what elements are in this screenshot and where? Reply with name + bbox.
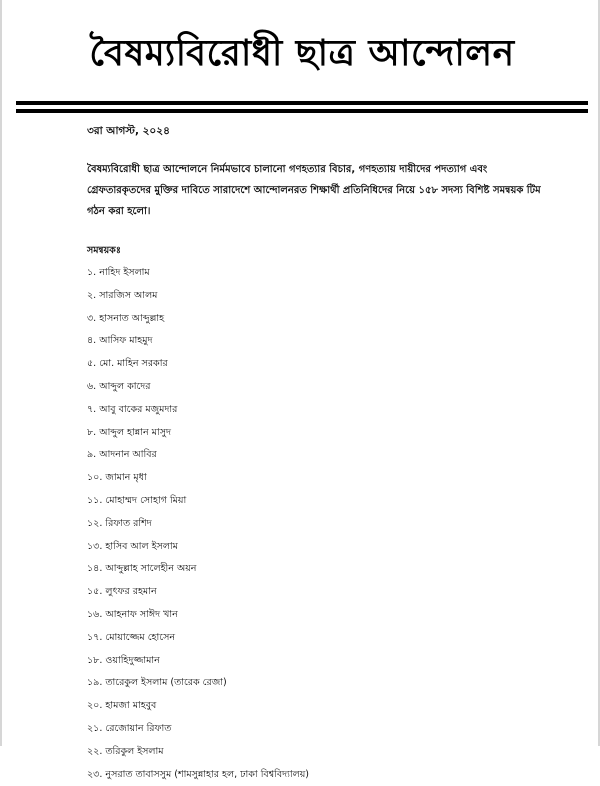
list-item: ২১. রেজোয়ান রিফাত xyxy=(87,722,172,734)
list-item: ১৭. মোয়াজ্জেম হোসেন xyxy=(87,631,176,643)
title-divider-bottom xyxy=(16,109,588,113)
list-item: ২২. তরিকুল ইসলাম xyxy=(87,745,164,757)
list-item: ২. সারজিস আলম xyxy=(87,289,158,301)
list-item: ১৬. আহনাফ সাঈদ খান xyxy=(87,608,178,620)
list-item: ৪. আসিফ মাহমুদ xyxy=(87,335,153,347)
list-item: ১৮. ওয়াহিদুজ্জামান xyxy=(87,654,160,666)
list-item: ১. নাহিদ ইসলাম xyxy=(87,267,150,278)
intro-paragraph: বৈষম্যবিরোধী ছাত্র আন্দোলনে নির্মমভাবে চালানো গণহত্যার বিচার, গণহত্যায় দায়ীদের পদত্যাগ এবং গ্রেফতারকৃতদের মুক্তির দাবিতে সারাদেশে আন্দোলনরত শিক্ষার্থী প্রতিনিধিদের নিয়ে ১৫৮ সদস্য বিশিষ্ট সমন্বয়ক টিম গঠন করা হলো। xyxy=(87,164,541,217)
list-item: ২৩. নুসরাত তাবাসসুম (শামসুন্নাহার হল, ঢাকা বিশ্ববিদ্যালয়) xyxy=(87,768,310,780)
list-item: ১৩. হাসিব আল ইসলাম xyxy=(87,540,178,552)
list-item: ৮. আব্দুল হান্নান মাসুদ xyxy=(87,426,171,438)
list-item: ১৪. আব্দুল্লাহ সালেহীন অয়ন xyxy=(87,563,197,575)
list-item: ৬. আব্দুল কাদের xyxy=(87,380,151,392)
coordinators-heading: সমন্বয়কঃ xyxy=(87,245,121,256)
list-item: ১৯. তারেকুল ইসলাম (তারেক রেজা) xyxy=(87,677,227,689)
title-divider-top xyxy=(16,101,588,105)
list-item: ১২. রিফাত রশিদ xyxy=(87,517,152,529)
list-item: ২০. হামজা মাহবুব xyxy=(87,700,157,712)
list-item: ৩. হাসনাত আব্দুল্লাহ xyxy=(87,312,165,324)
list-item: ১৫. লুৎফর রহমান xyxy=(87,586,157,598)
list-item: ৫. মো. মাহিন সরকার xyxy=(87,358,168,370)
list-item: ৭. আবু বাকের মজুমদার xyxy=(87,403,178,415)
list-item: ১১. মোহাম্মদ সোহাগ মিয়া xyxy=(87,494,187,506)
document-date: ৩রা আগস্ট, ২০২৪ xyxy=(87,125,170,137)
list-item: ১০. জামান মৃধা xyxy=(87,472,147,484)
list-item: ৯. আদনান আবির xyxy=(87,449,157,461)
document-title: বৈষম্যবিরোধী ছাত্র আন্দোলন xyxy=(89,33,515,74)
coordinator-list xyxy=(87,262,309,786)
